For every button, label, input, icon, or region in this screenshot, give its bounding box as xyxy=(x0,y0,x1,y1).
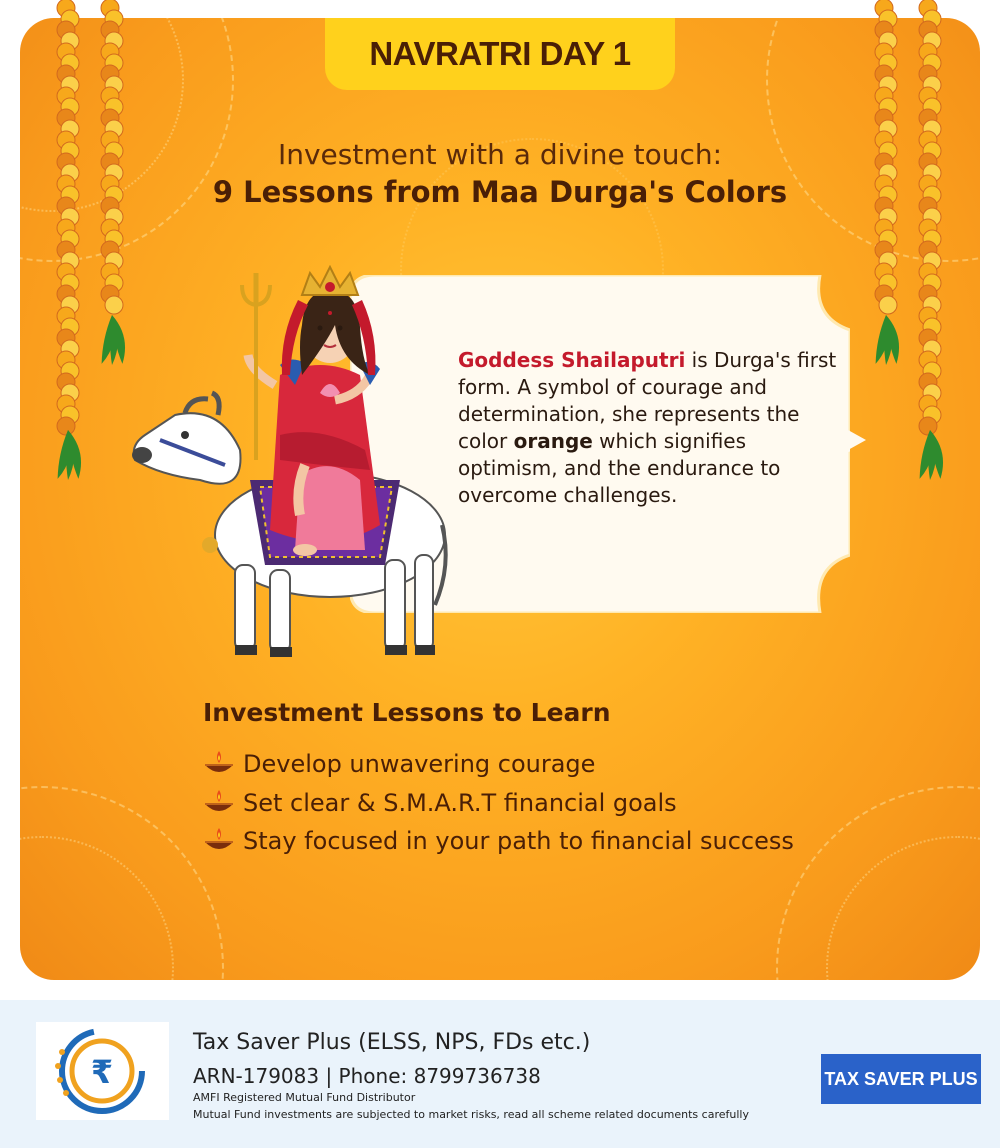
lesson-item xyxy=(203,785,677,821)
lesson-text: Stay focused in your path to financial success xyxy=(243,827,794,855)
description-part-1: is Durga's first form. A symbol of courage and determination, she represents the color xyxy=(458,348,837,453)
diya-lamp-icon xyxy=(203,826,235,856)
company-name: Tax Saver Plus (ELSS, NPS, FDs etc.) xyxy=(193,1030,591,1055)
lesson-text: Set clear & S.M.A.R.T financial goals xyxy=(243,789,677,817)
speech-bubble-pointer xyxy=(848,430,868,450)
intro-line-2: 9 Lessons from Maa Durga's Colors xyxy=(212,175,788,209)
registration-text: AMFI Registered Mutual Fund Distributor xyxy=(193,1091,416,1104)
lesson-text: Develop unwavering courage xyxy=(243,750,596,778)
marigold-garland xyxy=(868,0,904,370)
rupee-logo-icon xyxy=(36,1022,169,1120)
svg-text:₹: ₹ xyxy=(90,1053,114,1091)
lesson-item xyxy=(203,746,595,782)
diya-lamp-icon xyxy=(203,788,235,818)
disclaimer-text: Mutual Fund investments are subjected to market risks, read all scheme related documents carefully xyxy=(193,1108,749,1121)
color-word: orange xyxy=(513,429,593,453)
lesson-item xyxy=(203,823,794,859)
intro-line-1: Investment with a divine touch: xyxy=(277,138,723,171)
lessons-title: Investment Lessons to Learn xyxy=(203,698,611,727)
goddess-description xyxy=(458,347,838,509)
marigold-garland xyxy=(912,0,948,480)
brand-badge: TAX SAVER PLUS xyxy=(821,1054,981,1104)
company-logo xyxy=(36,1022,169,1120)
description-part-2: which signifies optimism, and the endurance to overcome challenges. xyxy=(458,429,781,507)
goddess-name: Goddess Shailaputri xyxy=(458,348,686,372)
day-title: NAVRATRI DAY 1 xyxy=(369,35,631,72)
marigold-garland xyxy=(50,0,86,480)
marigold-garland xyxy=(94,0,130,370)
diya-lamp-icon xyxy=(203,749,235,779)
day-title-tab xyxy=(325,18,675,90)
goddess-illustration xyxy=(130,265,460,660)
contact-info: ARN-179083 | Phone: 8799736738 xyxy=(193,1064,541,1088)
